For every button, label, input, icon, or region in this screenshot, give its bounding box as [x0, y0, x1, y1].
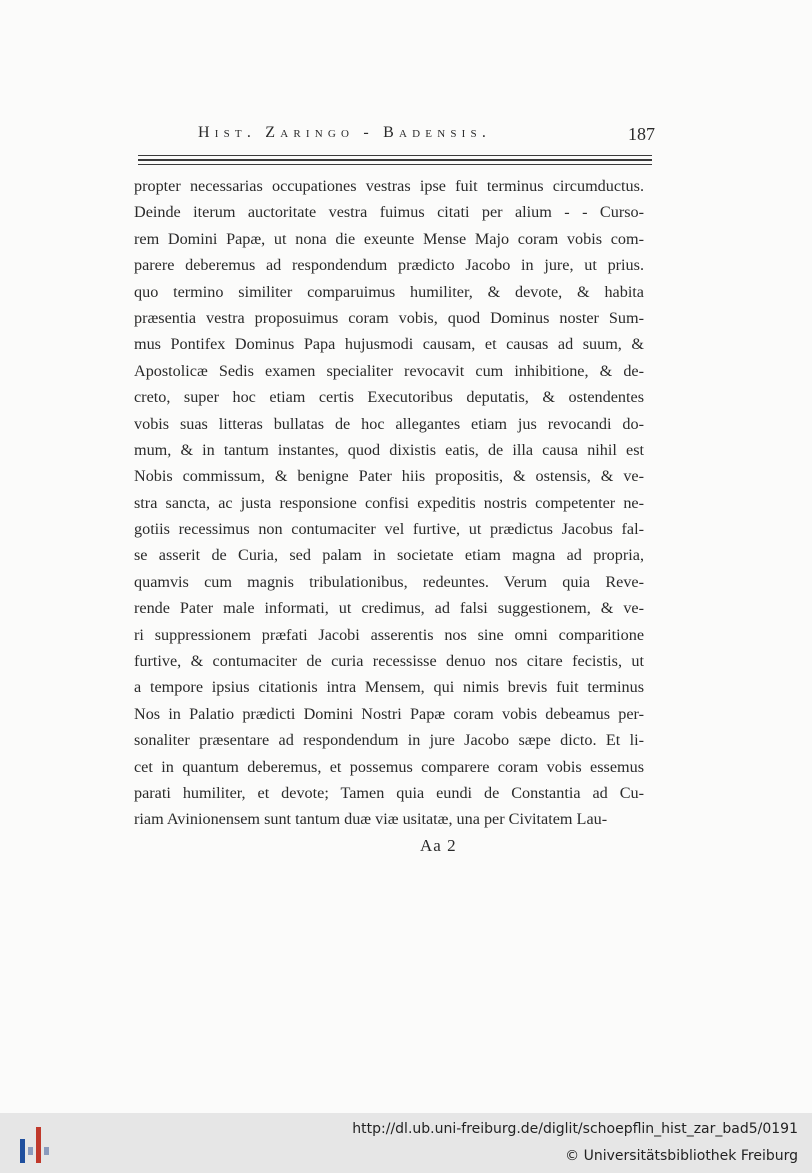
text-line: sonaliter præsentare ad respondendum in jure Jacobo sæpe dicto. Et li- — [134, 731, 644, 750]
text-line: cet in quantum deberemus, et possemus comparere coram vobis essemus — [134, 757, 644, 776]
header-rule-middle — [138, 159, 652, 161]
text-line: quamvis cum magnis tribulationibus, redeuntes. Verum quia Reve- — [134, 572, 644, 591]
text-line: parere deberemus ad respondendum prædicto Jacobo in jure, ut prius. — [134, 256, 644, 275]
text-line: Nos in Palatio prædicti Domini Nostri Papæ coram vobis debeamus per- — [134, 704, 644, 723]
text-line: gotiis recessimus non contumaciter vel furtive, ut prædictus Jacobus fal- — [134, 520, 644, 539]
text-line: stra sancta, ac justa responsione confisi expeditis nostris competenter ne- — [134, 493, 644, 512]
body-text — [134, 173, 644, 833]
text-line: ri suppressionem præfati Jacobi asserentis nos sine omni comparitione — [134, 625, 644, 644]
text-line: quo termino similiter comparuimus humiliter, & devote, & habita — [134, 282, 644, 301]
text-line: rende Pater male informati, ut credimus, ad falsi suggestionem, & ve- — [134, 599, 644, 618]
source-url[interactable]: http://dl.ub.uni-freiburg.de/diglit/schoepflin_hist_zar_bad5/0191 — [352, 1121, 798, 1137]
text-line: Nobis commissum, & benigne Pater hiis propositis, & ostensis, & ve- — [134, 467, 644, 486]
running-title: Hist. Zaringo - Badensis. — [198, 124, 492, 141]
text-line: riam Avinionensem sunt tantum duæ viæ usitatæ, una per Civitatem Lau- — [134, 810, 608, 829]
running-head — [0, 124, 812, 152]
text-line: præsentia vestra proposuimus coram vobis, quod Dominus noster Sum- — [134, 308, 644, 327]
text-line: Apostolicæ Sedis examen specialiter revocavit cum inhibitione, & de- — [134, 361, 644, 380]
viewer-footer — [0, 1113, 812, 1173]
text-line: mum, & in tantum instantes, quod dixistis eatis, de illa causa nihil est — [134, 440, 644, 459]
header-rule-bottom — [138, 164, 652, 165]
text-line: vobis suas litteras bullatas de hoc allegantes etiam jus revocandi do- — [134, 414, 644, 433]
library-logo-icon — [16, 1125, 52, 1165]
text-line: parati humiliter, et devote; Tamen quia eundi de Constantia ad Cu- — [134, 783, 644, 802]
text-line: se asserit de Curia, sed palam in societate etiam magna ad propria, — [134, 546, 644, 565]
text-line: rem Domini Papæ, ut nona die exeunte Mense Majo coram vobis com- — [134, 229, 644, 248]
text-line: propter necessarias occupationes vestras ipse fuit terminus circumductus. — [134, 177, 644, 195]
signature-mark: Aa 2 — [420, 836, 457, 855]
text-line: Deinde iterum auctoritate vestra fuimus citati per alium - - Curso- — [134, 203, 644, 222]
text-line: mus Pontifex Dominus Papa hujusmodi causam, et causas ad suum, & — [134, 335, 644, 354]
page-number: 187 — [628, 124, 655, 144]
header-rule-top — [138, 155, 652, 156]
text-line: a tempore ipsius citationis intra Mensem, qui nimis brevis fuit terminus — [134, 678, 644, 697]
copyright-notice: © Universitätsbibliothek Freiburg — [565, 1148, 798, 1164]
text-line: creto, super hoc etiam certis Executoribus deputatis, & ostendentes — [134, 388, 644, 407]
text-line: furtive, & contumaciter de curia recessisse denuo nos citare fecistis, ut — [134, 652, 644, 671]
